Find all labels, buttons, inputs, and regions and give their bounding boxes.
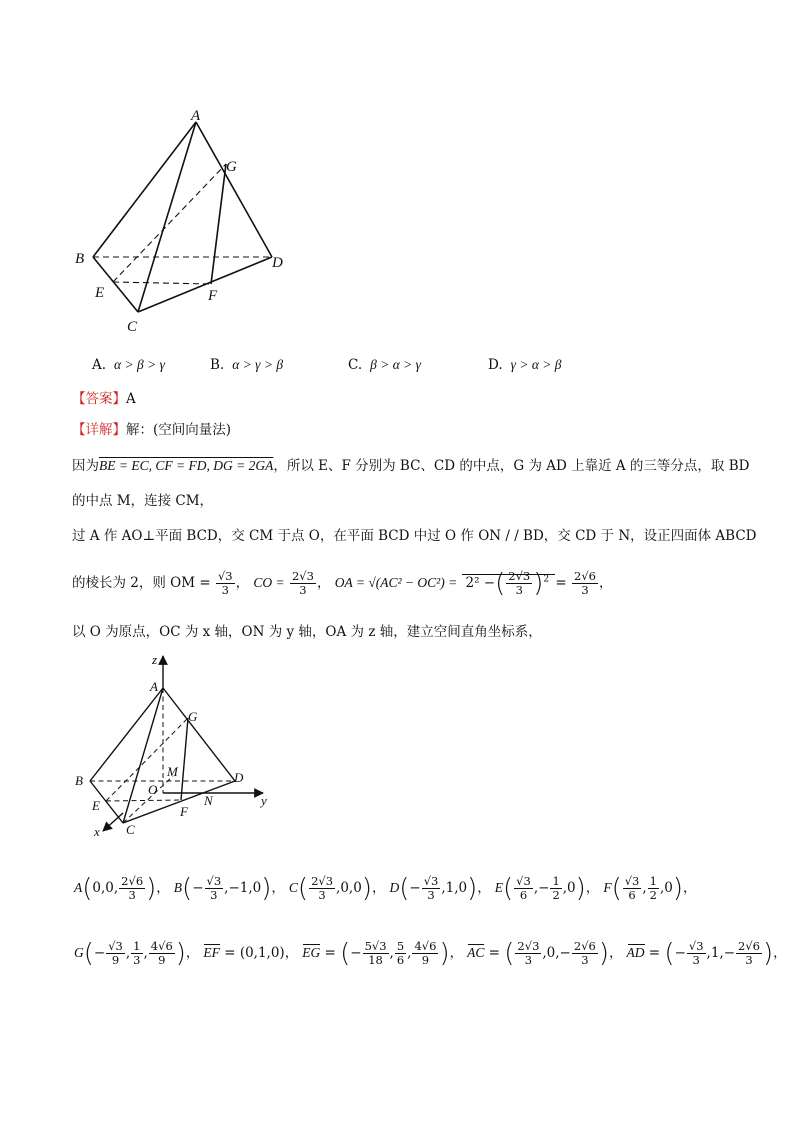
option-d-value: γ > α > β (510, 357, 562, 372)
coordinate-a: A(0,0, $\frac{2√6}{3}$ )， (74, 873, 170, 904)
label-F2: F (180, 804, 188, 819)
label-B: B (75, 251, 85, 267)
label-F: F (208, 288, 218, 304)
fraction: $\frac{√3}{3}$ (688, 939, 704, 967)
option-b-value: α > γ > β (232, 357, 284, 372)
label-M2: M (167, 764, 178, 779)
detail-value: 解：(空间向量法) (126, 422, 232, 438)
option-c (348, 357, 421, 373)
coordinates-row-2 (74, 940, 791, 967)
label-C: C (127, 319, 138, 335)
coordinate-g: G(− $\frac{√3}{9}$ , $\frac{1}{3}$ , $\frac{4√6}{9}$ )， (74, 938, 200, 969)
para4: 的棱长为 2，则 OM = $\frac{√3}{3}$ ， CO = $\frac{2√3}{3}$ ， OA = √(AC² − OC²) = 2² −( $\frac{2√3}{3}$ )$^2$ = $\frac{2√6}{3}$ ， (72, 568, 613, 599)
fraction: $\frac{5√3}{18}$ (364, 939, 387, 967)
coordinate-c: C( $\frac{2√3}{3}$ ,0,0)， (288, 873, 386, 904)
option-c-value: β > α > γ (370, 357, 421, 372)
label-D: D (272, 255, 283, 271)
axis-y-label: y (261, 793, 267, 808)
label-A2: A (150, 679, 158, 694)
oa-fraction: $\frac{2√6}{3}$ (574, 569, 596, 597)
option-d-letter: D. (488, 357, 503, 373)
label-N2: N (204, 793, 213, 808)
para3: 过 A 作 AO⊥平面 BCD，交 CM 于点 O，在平面 BCD 中过 O 作 ON / / BD，交 CD 于 N，设正四面体 ABCD (72, 528, 757, 544)
oa-radical: 2² −( $\frac{2√3}{3}$ )$^2$ (462, 574, 556, 591)
option-b-letter: B. (210, 357, 225, 373)
fraction: $\frac{1}{3}$ (133, 939, 141, 967)
fraction: $\frac{2√6}{3}$ (738, 939, 760, 967)
co-fraction: $\frac{2√3}{3}$ (291, 569, 314, 597)
label-O2: O (148, 782, 158, 797)
fraction: $\frac{5}{6}$ (396, 939, 405, 967)
co-label: CO = (253, 575, 285, 590)
coordinate-ac: AC = ( $\frac{2√3}{3}$ ,0,− $\frac{2√6}{3}$ )， (467, 938, 623, 969)
coordinate-ef: EF = (0,1,0)， (203, 945, 299, 961)
answer-tag: 【答案】 (72, 391, 126, 407)
para1-post: ，所以 E、F 分别为 BC、CD 的中点，G 为 AD 上靠近 A 的三等分点，取 BD (273, 458, 750, 474)
label-E2: E (92, 798, 100, 813)
fraction: $\frac{√3}{3}$ (423, 874, 439, 902)
fraction: $\frac{√3}{3}$ (206, 874, 222, 902)
label-G2: G (188, 709, 198, 724)
fraction: $\frac{√3}{6}$ (516, 874, 531, 902)
fraction: $\frac{2√6}{3}$ (573, 939, 596, 967)
label-B2: B (75, 773, 83, 788)
coordinate-eg: EG = (− $\frac{5√3}{18}$ , $\frac{5}{6}$ , $\frac{4√6}{9}$ )， (302, 938, 464, 969)
option-a-value: α > β > γ (114, 357, 165, 372)
label-E: E (95, 285, 105, 301)
fraction: $\frac{4√6}{9}$ (150, 939, 173, 967)
axis-x-label: x (94, 824, 100, 839)
coordinate-d: D(− $\frac{√3}{3}$ ,1,0)， (389, 873, 491, 904)
label-G: G (226, 159, 237, 175)
fraction: $\frac{2√3}{3}$ (311, 874, 334, 902)
option-a (92, 357, 165, 373)
tetrahedron-figure (60, 100, 320, 345)
fraction: $\frac{1}{2}$ (552, 874, 560, 902)
fraction: $\frac{1}{2}$ (649, 874, 657, 902)
para1-pre: 因为 (72, 458, 99, 474)
coordinates-row-1 (74, 875, 701, 902)
detail-line (72, 421, 231, 439)
fraction: $\frac{√3}{6}$ (624, 874, 640, 902)
option-a-letter: A. (92, 357, 107, 373)
para2: 的中点 M，连接 CM， (72, 493, 214, 509)
fraction: $\frac{√3}{9}$ (108, 939, 123, 967)
coordinate-e: E( $\frac{√3}{6}$ ,− $\frac{1}{2}$ ,0)， (494, 873, 600, 904)
coordinate-figure (68, 648, 288, 840)
coordinate-b: B(− $\frac{√3}{3}$ ,−1,0)， (173, 873, 285, 904)
om-fraction: $\frac{√3}{3}$ (217, 569, 233, 597)
fraction: $\frac{4√6}{9}$ (414, 939, 437, 967)
fraction: $\frac{2√6}{3}$ (121, 874, 144, 902)
para1 (72, 457, 749, 475)
label-A: A (191, 108, 201, 124)
answer-value: A (126, 391, 136, 407)
detail-tag: 【详解】 (72, 422, 126, 438)
para5: 以 O 为原点，OC 为 x 轴，ON 为 y 轴，OA 为 z 轴，建立空间直角坐标系， (72, 624, 542, 640)
option-c-letter: C. (348, 357, 363, 373)
para4-pre: 的棱长为 2，则 OM = (72, 575, 211, 591)
label-D2: D (234, 770, 244, 785)
coordinate-ad: AD = (− $\frac{√3}{3}$ ,1,− $\frac{2√6}{3}$ )， (626, 938, 787, 969)
oa-label: OA = √(AC² − OC²) = (334, 575, 458, 590)
axis-z-label: z (152, 652, 158, 667)
option-d (488, 357, 562, 373)
coordinate-f: F( $\frac{√3}{6}$ , $\frac{1}{2}$ ,0)， (603, 873, 697, 904)
answer-line (72, 390, 136, 408)
para1-vector-eq: BE = EC, CF = FD, DG = 2GA (99, 458, 274, 473)
option-b (210, 357, 283, 373)
label-C2: C (126, 822, 135, 837)
fraction: $\frac{2√3}{3}$ (517, 939, 540, 967)
